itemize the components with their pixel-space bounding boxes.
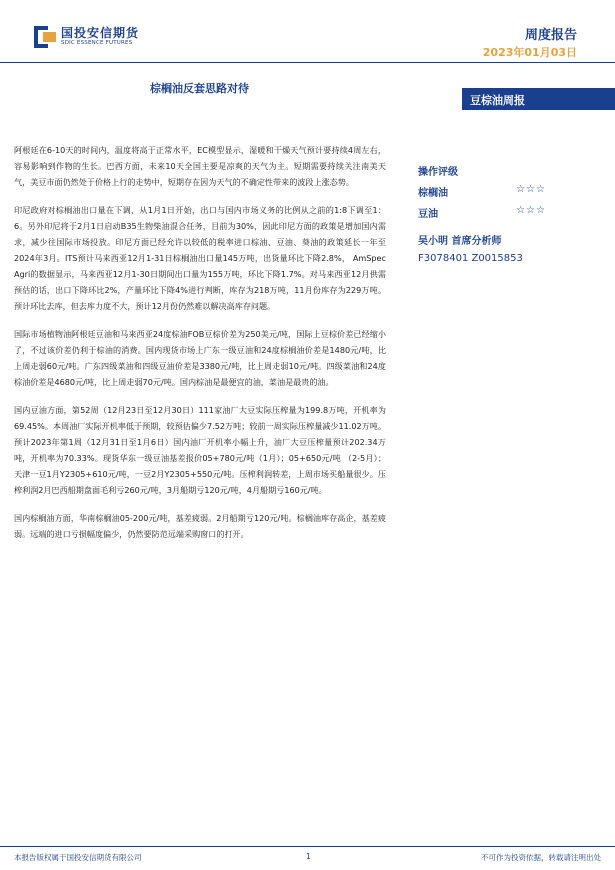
report-type: 周度报告 xyxy=(524,28,577,43)
report-date: 2023年01月03日 xyxy=(482,46,577,59)
rating-name: 豆油 xyxy=(418,209,438,220)
logo-name-en: SDIC ESSENCE FUTURES xyxy=(61,40,133,46)
report-body xyxy=(14,142,386,554)
rating-row-palm-oil xyxy=(418,184,546,199)
paragraph-price-spreads: 国际市场植物油阿根廷豆油和马来西亚24度棕油FOB豆棕价差为250美元/吨，国际上豆棕价差已经缩小了，不过该价差仍利于棕油的消费。国内现货市场上广东一级豆油和24度棕榈油价差是1480元/吨，比上周走弱60元/吨。广东四级菜油和四级豆油价差是3380元/吨，比上周走弱10元/吨。四级菜油和24度棕油价差是4680元/吨，比上周走弱70元/吨。国内棕油是最便宜的油，菜油是最贵的油。 xyxy=(14,329,386,387)
company-logo xyxy=(34,26,139,48)
paragraph-domestic-soyoil: 国内豆油方面，第52周（12月23日至12月30日）111家油厂大豆实际压榨量为199.8万吨，开机率为69.45%。本周油厂实际开机率低于预期，较预估偏少7.52万吨；较前一周实际压榨量减少11.02万吨。预计2023年第1周（12月31日至1月6日）国内油厂开机率小幅上升，油厂大豆压榨量预计202.34万吨，开机率为70.33%。现货华东一级豆油基差报价05+780元/吨（1月）；05+650元/吨 （2-5月）；天津一豆1月Y2305+610元/吨，一豆2月Y2305+550元/吨。压榨利润转差，上周市场买船量很少。压榨利润2月巴西船期盘面毛利亏260元/吨，3月船期亏120元/吨，4月船期亏160元/吨。 xyxy=(14,405,386,495)
page-number: 1 xyxy=(306,852,311,861)
footer-disclaimer: 不可作为投资依据，转载请注明出处 xyxy=(481,853,601,862)
logo-mark-icon xyxy=(34,26,56,48)
analyst-name: 吴小明 首席分析师 xyxy=(418,236,502,247)
rating-row-soybean-oil xyxy=(418,205,546,220)
paragraph-domestic-palm-oil: 国内棕榈油方面，华南棕榈油05-200元/吨，基差疲弱。2月船期亏120元/吨。棕榈油库存高企，基差疲弱。远端的进口亏损幅度偏少，仍然要防范远端采购窗口的打开。 xyxy=(14,513,386,539)
header-divider xyxy=(0,62,615,63)
analyst-certificate: F3078401 Z0015853 xyxy=(418,253,523,264)
report-title: 棕榈油反套思路对待 xyxy=(150,82,249,95)
footer-divider xyxy=(0,846,615,847)
rating-name: 棕榈油 xyxy=(418,188,448,199)
report-tag-label: 豆棕油周报 xyxy=(470,94,525,107)
paragraph-south-america-weather: 阿根廷在6-10天的时间内，温度将高于正常水平，EC模型显示，湿暖和干燥天气预计要持续4周左右，容易影响到作物的生长。巴西方面，未来10天全国主要是凉爽的天气为主。短期需要持续关注南美天气，美豆市面仍然处于价格上行的走势中，短期存在因为天气的不确定性带来的波段上涨态势。 xyxy=(14,145,386,187)
logo-name-cn: 国投安信期货 xyxy=(61,26,140,40)
footer-copyright: 本报告版权属于国投安信期货有限公司 xyxy=(14,853,142,862)
rating-stars: ☆☆☆ xyxy=(516,184,546,195)
rating-title: 操作评级 xyxy=(418,167,458,178)
paragraph-indonesia-malaysia: 印尼政府对棕榈油出口量在下调，从1月1日开始，出口与国内市场义务的比例从之前的1:8下调至1：6。另外印尼将于2月1日启动B35生物柴油混合任务，目前为30%，因此印尼方面的政策是增加国内需求，减少往国际市场投放。印尼方面已经允许以较低的税率进口棕油、豆油、葵油的政策延长一年至2024年3月。ITS预计马来西亚12月1-31日棕榈油出口量145万吨，出货量环比下降2.8%， AmSpec Agri的数据显示，马来西亚12月1-30日期间出口量为155万吨，环比下降1.7%。对马来西亚12月供需预估的话，出口下降环比2%，产量环比下降4%进行判断，库存为218万吨，11月份库存为229万吨。预计环比去库，但去库力度不大，预计12月份仍然难以解决高库存问题。 xyxy=(14,205,386,311)
sidebar xyxy=(418,163,598,264)
rating-stars: ☆☆☆ xyxy=(516,205,546,216)
